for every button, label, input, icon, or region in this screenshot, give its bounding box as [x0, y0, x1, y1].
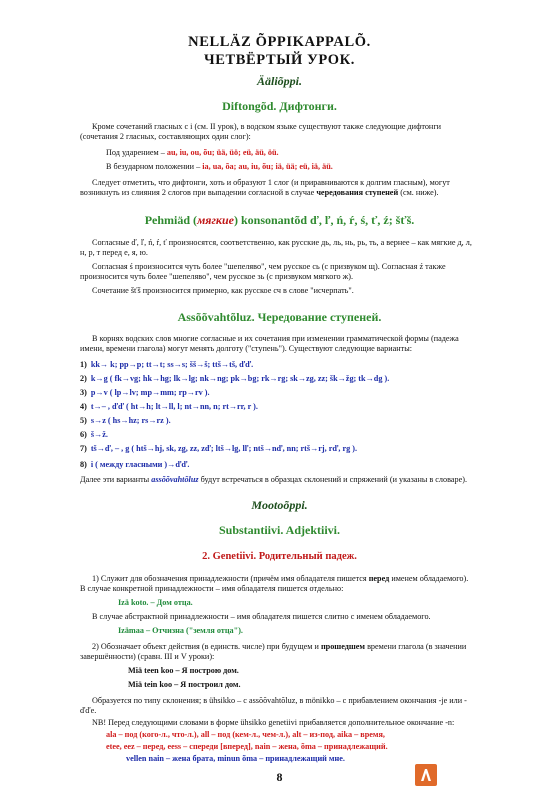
palatal-heading: Pehmiäd (мягкие) konsonantõd ď, ľ, ń, ŕ, ś, ť, ź; šťš. [144, 213, 415, 227]
genitive-use2-line2: завершённости) (сравн. III и V уроки): [80, 652, 215, 661]
gradation-heading: Assõõvahtõluz. Чередование ступеней. [177, 310, 382, 324]
nb-note-line1: NB! Перед следующими словами в форме ühsikko genetiivi прибавляется дополнительное окончание -n: [92, 718, 455, 727]
nb-note-line3: etee, eez – перед, eess – спереди [вперед], nain – жена, õma – принадлежащий. [106, 742, 388, 751]
section-phonetics-title: Ääliõppi. [256, 74, 302, 88]
nb-note-line4: vellen nain – жена брата, minun õma – принадлежащий мне. [126, 754, 345, 763]
genitive-example2: Izämaa – Отчизна ("земля отца"). [118, 626, 243, 635]
gradation-item-text: kk→ k; pp→p; tt→t; ss→s; šš→š; ttš→tš, ďď. [90, 360, 254, 369]
gradation-item-text: t→– , ďď ( ht→h; lt→ll, l; nt→nn, n; rt→rr, r ). [90, 402, 258, 411]
gradation-item-number: 5) [80, 416, 87, 425]
diphthongs-heading: Diftongõd. Дифтонги. [222, 99, 337, 113]
gradation-item-text: i ( между гласными )→ďď. [90, 460, 190, 469]
section-morphology-title: Mootoõppi. [251, 498, 308, 512]
genitive-use1-line1: 1) Служит для обозначения принадлежности (причём имя обладателя пишется перед именем обладаемого). [92, 574, 469, 583]
lesson-title-russian: ЧЕТВЁРТЫЙ УРОК. [203, 52, 355, 68]
diph-para2-line2: возникнуть из слияния 2 слогов при выпадении согласной в случае чередования ступеней (см. ниже). [80, 188, 439, 197]
diph-para2-line1: Следует отметить, что дифтонги, хоть и образуют 1 слог (и приравниваются к долгим гласным), могут [92, 178, 450, 187]
diph-unstressed-row: В безударном положении – ia, ua, õa; au, iu, õu; iä, üä; eü, iä, äü. [106, 162, 333, 171]
gradation-intro-line1: В корнях водских слов многие согласные и их сочетания при изменении грамматической формы (падежа [92, 334, 459, 343]
gradation-item-text: s→z ( hs→hz; rs→rz ). [90, 416, 171, 425]
diph-para1-line1: Кроме сочетаний гласных с i (см. II урок), в водском языке существуют также следующие дифтонги [92, 122, 442, 131]
palatal-line5: Сочетание šťš произносится примерно, как русское сч в слове "исчерпать". [92, 286, 354, 295]
genitive-formation-line2: ďďe. [80, 706, 97, 715]
diph-para1-line2: (сочетания 2 гласных, составляющих один слог): [80, 132, 251, 141]
genitive-use1-line3: В случае абстрактной принадлежности – имя обладателя пишется слитно с именем обладаемого. [92, 612, 431, 621]
diph-stressed-row: Под ударением – au, iu, ou, õu; üä, üö; eü, äü, öü. [106, 148, 279, 157]
genitive-example1: Izä koto. – Дом отца. [118, 598, 193, 607]
gradation-item-text: š→ž. [90, 430, 108, 439]
gradation-item [80, 460, 189, 470]
gradation-item [80, 360, 253, 370]
genitive-use2-line1: 2) Обозначает объект действия (в единств. числе) при будущем и прошедшем времени глагола (в значении [92, 642, 467, 651]
genitive-example3: Miä teen koo – Я построю дом. [128, 666, 239, 675]
palatal-line3: Согласная ś произносится чуть более "шепелявo", чем русское сь (с призвуком щ). Согласная ź также [92, 262, 446, 271]
genitive-example4: Miä tein koo – Я построил дом. [128, 680, 241, 689]
gradation-footer: Далее эти варианты assõõvahtõluz будут встречаться в образцах склонений и спряжений (и указаны в словаре). [80, 475, 467, 484]
palatal-line1: Согласные ď, ľ, ń, ŕ, ť произносятся, соответственно, как русские дь, ль, нь, рь, ть, а вернее – как мягкие д, л, [92, 238, 472, 247]
gradation-item [80, 374, 389, 384]
substantive-heading: Substantiivi. Adjektiivi. [218, 523, 341, 537]
gradation-item [80, 430, 108, 440]
gradation-item [80, 402, 258, 412]
gradation-item-text: p→v ( lp→lv; mp→mm; rp→rv ). [90, 388, 210, 397]
gradation-item-number: 4) [80, 402, 87, 411]
gradation-item-number: 7) [80, 444, 87, 453]
palatal-line2: н, р, т перед е, я, ю. [80, 248, 148, 257]
gradation-intro-line2: имени, времени глагола) могут менять долготу ("ступень"). Существуют следующие варианты: [80, 344, 413, 353]
gradation-item-number: 8) [80, 460, 87, 469]
gradation-item [80, 388, 210, 398]
gradation-item [80, 416, 171, 426]
lesson-title-estonian: NELLÄZ ÕPPIKAPPALÕ. [188, 34, 371, 50]
nb-note-line2: ala – под (кого-л., что-л.), all – под (кем-л., чем-л.), alt – из-под, aika – время, [106, 730, 385, 739]
genitive-formation-line1: Образуется по типу склонения; в ühsikko – с assõõvahtõluz, в mönikko – с прибавлением окончания -je или - [92, 696, 467, 705]
palatal-line4: произносится чуть более "шепелявo", чем русское зь (с призвуком мягкого ж). [80, 272, 354, 281]
genitive-use1-line2: В случае конкретной принадлежности – имя обладателя пишется отдельно: [80, 584, 344, 593]
gradation-item-text: tš→ď, – , g ( htš→hj, sk, zg, zz, zď; ltš→lg, lľ; ntš→nď, nn; rtš→rj, rď, rg ). [90, 444, 358, 453]
gradation-item-number: 1) [80, 360, 87, 369]
gradation-item-number: 2) [80, 374, 87, 383]
gradation-item-number: 3) [80, 388, 87, 397]
publisher-logo-icon [415, 764, 437, 786]
gradation-item-number: 6) [80, 430, 87, 439]
page-number: 8 [276, 770, 283, 784]
gradation-item [80, 444, 357, 454]
genitive-heading: 2. Genetiivi. Родительный падеж. [202, 551, 357, 562]
gradation-item-text: k→g ( fk→vg; hk→hg; lk→lg; nk→ng; pk→bg; rk→rg; sk→zg, zz; šk→žg; tk→dg ). [90, 374, 390, 383]
